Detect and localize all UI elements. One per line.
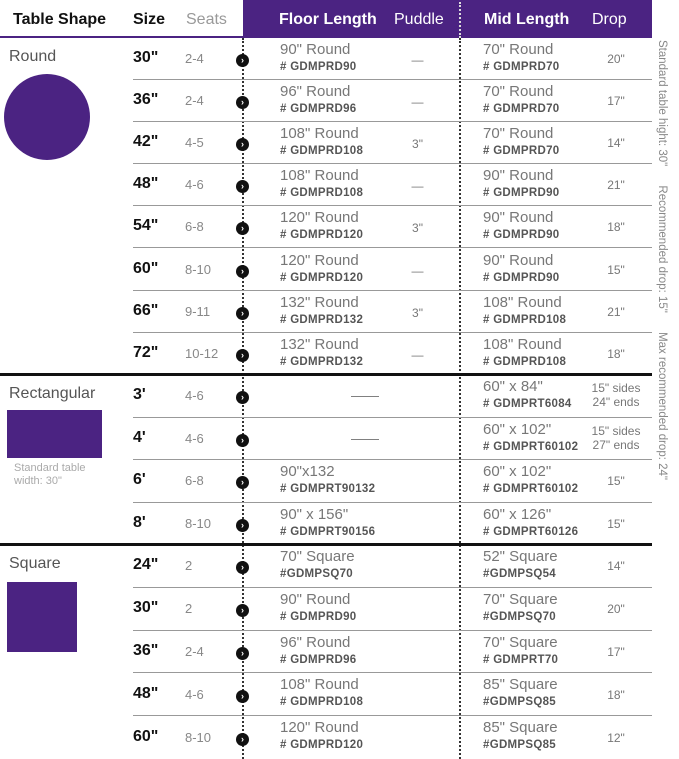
mid-length-size: 60" x 102" — [483, 420, 552, 438]
seats: 8-10 — [185, 515, 212, 531]
header-floor-length: Floor Length — [279, 11, 377, 28]
puddle: —— — [351, 429, 379, 446]
mid-length-code: # GDMPRD70 — [483, 61, 560, 73]
seats: 8-10 — [185, 729, 212, 745]
seats: 8-10 — [185, 261, 212, 277]
floor-length-code: # GDMPRD108 — [280, 187, 364, 200]
mid-length-size: 90" Round — [483, 209, 554, 227]
drop: 17" — [607, 644, 625, 659]
puddle: 3" — [412, 305, 423, 320]
size: 66" — [133, 301, 159, 319]
mid-length-code: # GDMPRD108 — [483, 313, 567, 326]
table-row[interactable] — [0, 291, 652, 333]
floor-length-code: # GDMPRD120 — [280, 229, 364, 242]
floor-length-code: #GDMPSQ70 — [280, 568, 354, 580]
side-notes — [656, 40, 668, 496]
header-puddle: Puddle — [394, 11, 444, 28]
floor-length-code: # GDMPRD120 — [280, 271, 364, 284]
header-seats: Seats — [186, 11, 227, 28]
chevron-right-icon[interactable]: › — [236, 54, 249, 67]
drop: 20" — [607, 52, 625, 67]
seats: 4-6 — [185, 388, 204, 404]
floor-length-size: 132" Round — [280, 293, 359, 311]
chevron-right-icon[interactable]: › — [236, 222, 249, 235]
chevron-right-icon[interactable]: › — [236, 690, 249, 703]
mid-length-size: 60" x 126" — [483, 505, 552, 523]
drop: 15" — [607, 516, 625, 531]
mid-length-size: 70" Square — [483, 590, 558, 608]
seats: 2 — [185, 558, 193, 574]
chevron-right-icon[interactable]: › — [236, 96, 249, 109]
size: 8' — [133, 513, 146, 531]
mid-length-code: # GDMPRT60102 — [483, 440, 579, 453]
puddle: —— — [351, 387, 379, 404]
table-row[interactable] — [0, 673, 652, 716]
table-row[interactable] — [0, 460, 652, 503]
drop: 18" — [607, 687, 625, 702]
floor-length-size: 96" Round — [280, 83, 351, 101]
floor-length-code: # GDMPRD96 — [280, 103, 357, 116]
mid-length-code: # GDMPRT60102 — [483, 483, 579, 495]
table-row[interactable] — [0, 503, 652, 546]
chevron-right-icon[interactable]: › — [236, 476, 249, 489]
size: 30" — [133, 599, 159, 617]
table-row[interactable] — [0, 164, 652, 206]
seats: 4-6 — [185, 686, 204, 702]
header-table-shape: Table Shape — [13, 11, 107, 28]
seats: 2-4 — [185, 93, 204, 109]
seats: 2-4 — [185, 51, 204, 67]
chevron-right-icon[interactable]: › — [236, 647, 249, 660]
chevron-right-icon[interactable]: › — [236, 561, 249, 574]
table-row[interactable] — [0, 249, 652, 291]
puddle: — — [411, 53, 424, 68]
drop: 15" sides 24" ends — [591, 381, 641, 410]
mid-length-size: 108" Round — [483, 293, 562, 311]
floor-length-code: # GDMPRT90132 — [280, 483, 376, 495]
mid-length-code: # GDMPRT6084 — [483, 398, 572, 410]
shape-note: Standard table width: 30" — [14, 462, 86, 487]
size: 60" — [133, 259, 159, 277]
floor-length-size: 108" Round — [280, 125, 359, 143]
size: 36" — [133, 641, 159, 659]
seats: 2 — [185, 601, 193, 617]
mid-length-size: 52" Square — [483, 548, 558, 565]
floor-length-size: 120" Round — [280, 719, 359, 737]
chevron-right-icon[interactable]: › — [236, 604, 249, 617]
puddle: — — [411, 179, 424, 194]
size: 60" — [133, 727, 159, 745]
floor-length-size: 90" Round — [280, 590, 351, 608]
drop: 15" sides 27" ends — [591, 423, 641, 452]
mid-length-size: 90" Round — [483, 167, 554, 185]
mid-length-size: 70" Round — [483, 125, 554, 143]
puddle: 3" — [412, 221, 423, 236]
table-row[interactable] — [0, 206, 652, 248]
seats: 2-4 — [185, 643, 204, 659]
drop: 21" — [607, 304, 625, 319]
mid-length-size: 60" x 102" — [483, 463, 552, 480]
floor-length-code: # GDMPRD96 — [280, 653, 357, 666]
mid-length-code: #GDMPSQ54 — [483, 568, 557, 580]
size: 48" — [133, 684, 159, 702]
table-row[interactable] — [0, 375, 652, 418]
mid-length-size: 70" Round — [483, 83, 554, 101]
chevron-right-icon[interactable]: › — [236, 138, 249, 151]
floor-length-size: 90" x 156" — [280, 505, 349, 523]
floor-length-size: 108" Round — [280, 167, 359, 185]
mid-length-code: # GDMPRD90 — [483, 229, 560, 242]
seats: 4-6 — [185, 430, 204, 446]
chevron-right-icon[interactable]: › — [236, 307, 249, 320]
floor-length-code: # GDMPRD132 — [280, 355, 364, 368]
floor-length-size: 120" Round — [280, 209, 359, 227]
table-row[interactable] — [0, 122, 652, 164]
mid-length-size: 108" Round — [483, 335, 562, 353]
puddle: — — [411, 347, 424, 362]
drop: 17" — [607, 94, 625, 109]
size: 30" — [133, 49, 159, 67]
drop: 21" — [607, 178, 625, 193]
header-mid-length: Mid Length — [484, 11, 570, 28]
size: 4' — [133, 428, 146, 446]
header-size: Size — [133, 11, 166, 28]
floor-length-code: # GDMPRD108 — [280, 696, 364, 709]
seats: 4-5 — [185, 135, 204, 151]
shape-label: Square — [9, 555, 61, 572]
chevron-right-icon[interactable]: › — [236, 349, 249, 362]
mid-length-size: 70" Round — [483, 41, 554, 58]
drop: 14" — [607, 559, 625, 574]
size: 6' — [133, 471, 146, 489]
floor-length-size: 108" Round — [280, 676, 359, 694]
puddle: — — [411, 263, 424, 278]
mid-length-code: #GDMPSQ85 — [483, 696, 557, 709]
mid-length-code: # GDMPRD70 — [483, 145, 560, 158]
size: 36" — [133, 91, 159, 109]
chevron-right-icon[interactable]: › — [236, 733, 249, 746]
floor-length-code: # GDMPRT90156 — [280, 525, 376, 538]
drop: 14" — [607, 136, 625, 151]
mid-length-code: # GDMPRD108 — [483, 355, 567, 368]
floor-length-code: # GDMPRD108 — [280, 145, 364, 158]
mid-length-code: # GDMPRD90 — [483, 187, 560, 200]
table-row[interactable] — [0, 333, 652, 375]
mid-length-code: #GDMPSQ70 — [483, 610, 557, 623]
floor-length-size: 70" Square — [280, 548, 355, 565]
table-row[interactable] — [0, 38, 652, 80]
seats: 6-8 — [185, 219, 204, 235]
size: 3' — [133, 386, 146, 404]
chevron-right-icon[interactable]: › — [236, 265, 249, 278]
mid-length-size: 70" Square — [483, 633, 558, 651]
header-divider — [459, 2, 461, 38]
mid-length-code: # GDMPRT60126 — [483, 525, 579, 538]
mid-length-size: 60" x 84" — [483, 378, 543, 395]
seats: 10-12 — [185, 345, 219, 361]
puddle: — — [411, 95, 424, 110]
drop: 12" — [607, 730, 625, 745]
mid-length-code: # GDMPRD90 — [483, 271, 560, 284]
mid-length-code: # GDMPRD70 — [483, 103, 560, 116]
shape-label: Rectangular — [9, 385, 96, 402]
size: 48" — [133, 175, 159, 193]
chevron-right-icon[interactable]: › — [236, 180, 249, 193]
drop: 15" — [607, 262, 625, 277]
table-row[interactable] — [0, 80, 652, 122]
side-note: Standard table hight: 30" — [656, 40, 668, 167]
floor-length-size: 90"x132 — [280, 463, 335, 480]
size: 72" — [133, 343, 159, 361]
size: 54" — [133, 217, 159, 235]
drop: 15" — [607, 474, 625, 489]
table-row[interactable] — [0, 588, 652, 631]
drop: 18" — [607, 220, 625, 235]
floor-length-size: 96" Round — [280, 633, 351, 651]
floor-length-size: 132" Round — [280, 335, 359, 353]
table-row[interactable] — [0, 631, 652, 674]
shape-label: Round — [9, 48, 57, 65]
seats: 4-6 — [185, 177, 204, 193]
puddle: 3" — [412, 137, 423, 152]
chevron-right-icon[interactable]: › — [236, 519, 249, 532]
mid-length-code: #GDMPSQ85 — [483, 739, 557, 752]
chevron-right-icon[interactable]: › — [236, 391, 249, 404]
size: 24" — [133, 556, 159, 574]
drop: 20" — [607, 602, 625, 617]
seats: 6-8 — [185, 473, 204, 489]
size: 42" — [133, 133, 159, 151]
side-note: Max recommended drop: 24" — [656, 332, 668, 480]
mid-length-size: 85" Square — [483, 676, 558, 694]
seats: 9-11 — [185, 303, 211, 319]
floor-length-size: 90" Round — [280, 41, 351, 58]
table-row[interactable] — [0, 418, 652, 461]
floor-length-code: # GDMPRD90 — [280, 61, 357, 73]
floor-length-code: # GDMPRD120 — [280, 739, 364, 752]
side-note: Recommended drop: 15" — [656, 185, 668, 313]
floor-length-size: 120" Round — [280, 251, 359, 269]
mid-length-size: 90" Round — [483, 251, 554, 269]
header-drop: Drop — [592, 11, 627, 28]
table-row[interactable] — [0, 716, 652, 759]
drop: 18" — [607, 346, 625, 361]
floor-length-code: # GDMPRD90 — [280, 610, 357, 623]
mid-length-code: # GDMPRT70 — [483, 653, 559, 666]
table-row[interactable] — [0, 545, 652, 588]
floor-length-code: # GDMPRD132 — [280, 313, 364, 326]
mid-length-size: 85" Square — [483, 719, 558, 737]
chevron-right-icon[interactable]: › — [236, 434, 249, 447]
